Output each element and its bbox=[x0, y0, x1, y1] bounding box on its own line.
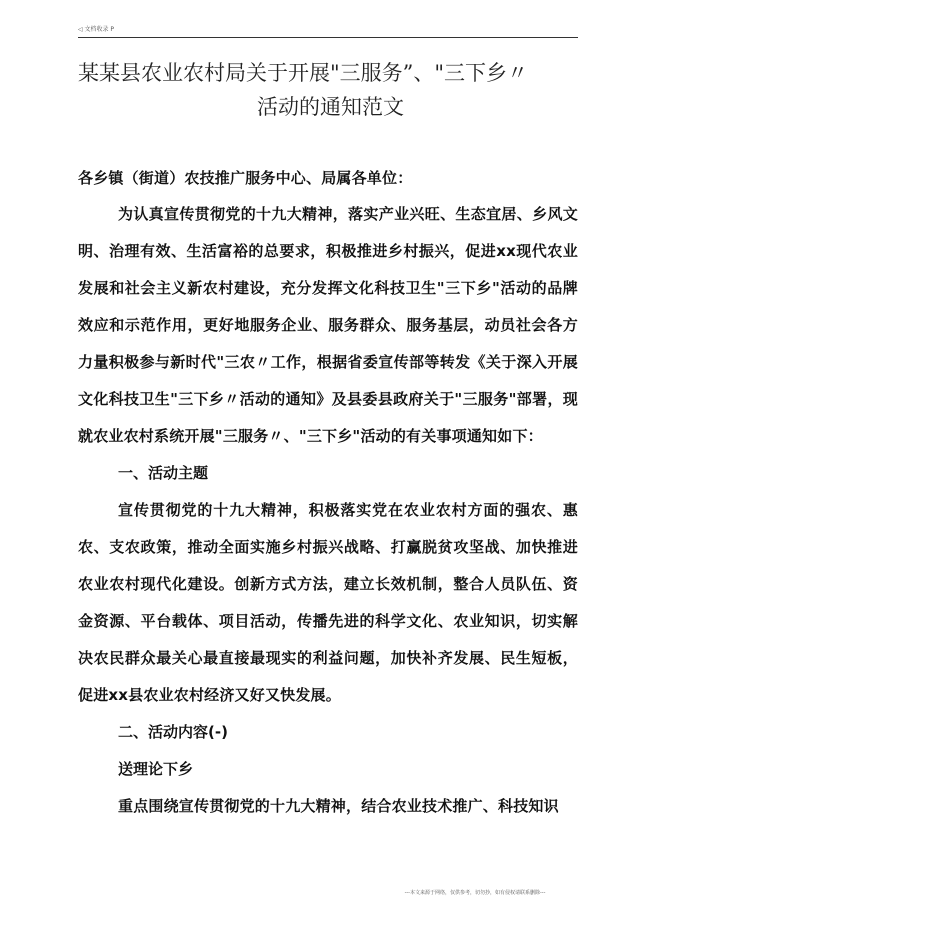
section1-heading: 一、活动主题 bbox=[118, 464, 209, 482]
document-title-line1: 某某县农业农村局关于开展"三服务”、"三下乡〃 bbox=[78, 61, 529, 85]
salutation: 各乡镇（街道）农技推广服务中心、局属各单位： bbox=[78, 169, 413, 187]
section2-paragraph: 重点围绕宣传贯彻党的十九大精神，结合农业技术推广、科技知识 bbox=[118, 797, 559, 815]
section1-paragraph: 宣传贯彻党的十九大精神，积极落实党在农业农村方面的强农、惠农、支农政策，推动全面实施乡村振兴战略、打赢脱贫攻坚战、加快推进农业农村现代化建设。创新方式方法，建立长效机制，整合人员队伍、资金资源、平台载体、项目活动，传播先进的科学文化、农业知识，切实解决农民群众最关心最直接最现实的利益问题，加快补齐发展、民生短板，促进xx县农业农村经济又好又快发展。 bbox=[78, 501, 578, 704]
section2-subheading: 送理论下乡 bbox=[118, 760, 194, 778]
section2-heading: 二、活动内容(-) bbox=[118, 723, 228, 741]
page-footer: ---本文来源于网络，仅供参考，切勿抄，如有侵权请联系删除--- bbox=[404, 890, 546, 896]
page-header bbox=[78, 25, 578, 38]
document-title-line2: 活动的通知范文 bbox=[257, 95, 404, 119]
intro-paragraph: 为认真宣传贯彻党的十九大精神，落实产业兴旺、生态宜居、乡风文明、治理有效、生活富裕的总要求，积极推进乡村振兴，促进xx现代农业发展和社会主义新农村建设，充分发挥文化科技卫生"三下乡"活动的品牌效应和示范作用，更好地服务企业、服务群众、服务基层，动员社会各方力量积极参与新时代"三农〃工作，根据省委宣传部等转发《关于深入开展文化科技卫生"三下乡〃活动的通知》及县委县政府关于"三服务"部署，现就农业农村系统开展"三服务〃、"三下乡"活动的有关事项通知如下： bbox=[78, 205, 578, 445]
header-label: ◁ 文档收录 P bbox=[78, 26, 115, 33]
document-body bbox=[78, 164, 578, 825]
